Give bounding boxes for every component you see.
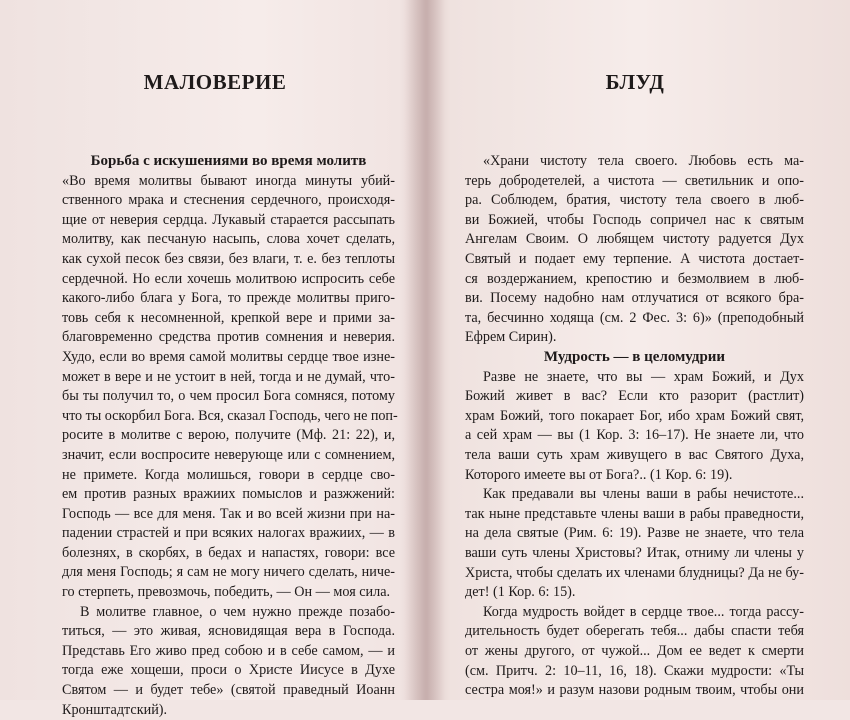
left-page-text <box>62 152 398 720</box>
text-line: сестра моя!» и разум назови родным твоим, чтобы они <box>465 682 804 699</box>
text-line: от жены другого, от чужой... Дом ее ведет к смерти <box>465 642 804 659</box>
text-line: ем против разных вражиих помыслов и разжжений: <box>62 486 395 503</box>
right-section-heading: Мудрость — в целомудрии <box>543 349 726 365</box>
text-line: ся воздержанием, крепостию и безмолвием в люб- <box>465 270 804 287</box>
text-line: тела ваши суть храм живущего в вас Святого Духа, <box>465 446 804 463</box>
text-line: ви Божией, чтобы Господь сопричел нас к святым <box>465 211 804 228</box>
text-line: Божий живет в вас? Если кто разорит (растлит) <box>465 388 804 405</box>
text-line: росите в молитве с верою, получите (Мф. 21: 22), и, <box>62 427 395 444</box>
left-section-heading: Борьба с искушениями во время молитв <box>90 153 367 169</box>
text-line: го стерпеть, превозмочь, победить, — Он — моя сила. <box>62 584 391 601</box>
text-line: не примете. Когда молишься, говори в сердце сво- <box>62 466 395 483</box>
text-line: храм Божий, того покарает Бог, ибо храм Божий свят, <box>465 407 804 424</box>
text-line: а сей храм — вы (1 Кор. 3: 16–17). Не знаете ли, что <box>465 427 804 444</box>
text-line: болезнях, в скорбях, в бедах и напастях, говори: все <box>62 544 395 561</box>
text-line: тогда еже хощеши, проси о Христе Иисусе в Духе <box>62 662 395 679</box>
text-line: Кронштадтский). <box>62 701 168 718</box>
book-gutter <box>405 0 445 700</box>
right-page-title: БЛУД <box>605 70 665 94</box>
text-line: благовременно средства против сомнения и неверия. <box>62 329 395 346</box>
right-page <box>440 0 850 700</box>
text-line: молитву, как песчаную насыпь, слова хочет сделать, <box>62 231 395 248</box>
text-line: та, бесчинно ходяща (см. 2 Фес. 3: 6)» (преподобный <box>465 309 804 326</box>
text-line: дительность будет оберегать тебя... дабы спасти тебя <box>465 623 804 640</box>
text-line: Святом — и будет тебе» (святой праведный Иоанн <box>62 682 395 699</box>
text-line: так ныне представьте члены ваши в рабы праведности, <box>465 505 804 522</box>
text-line: на дела святые (Рим. 6: 19). Разве не знаете, что тела <box>465 525 804 542</box>
text-line: Ангелам Своим. О любящем чистоту радуется Дух <box>465 231 804 248</box>
text-line: сердечной. Но если хочешь молитвою испросить себе <box>62 270 395 287</box>
text-line: Которого имеете вы от Бога?.. (1 Кор. 6: 19). <box>465 466 733 483</box>
text-line: ственного мрака и стеснения сердечного, происходя- <box>62 192 395 209</box>
right-page-text-bottom <box>465 348 804 701</box>
text-line: Когда мудрость войдет в сердце твое... тогда рассу- <box>483 603 804 620</box>
text-line: как сухой песок без связи, без влаги, т. е. без теплоты <box>62 250 395 267</box>
text-line: Ефрем Сирин). <box>465 329 557 346</box>
text-line: терь добродетелей, а чистота — светильник и опо- <box>465 172 804 189</box>
text-line: что ты оскорбил Бога. Вся, сказал Господь, чего не поп- <box>62 407 398 424</box>
text-line: для меня Господь; я сам не могу ничего сделать, ниче- <box>62 564 395 581</box>
left-page-title: МАЛОВЕРИЕ <box>143 70 287 94</box>
text-line: Разве не знаете, что вы — храм Божий, и Дух <box>483 368 804 385</box>
text-line: В молитве главное, о чем нужно прежде позабо- <box>80 603 395 620</box>
text-line: бы ты получил то, о чем просил Бога сомняся, потому <box>62 388 395 405</box>
text-line: ви. Посему надобно нам отлучатися от всякого бра- <box>465 290 804 307</box>
text-line: Христа, чтобы сделать их членами блудницы? Да не бу- <box>465 564 804 581</box>
text-line: ваши суть члены Христовы? Итак, отниму ли члены у <box>465 544 804 561</box>
text-line: титься, — это живая, ясновидящая вера в Господа. <box>62 623 395 640</box>
text-line: «Храни чистоту тела своего. Любовь есть ма- <box>483 153 804 169</box>
text-line: какого-либо блага у Бога, то прежде молитвы приго- <box>62 290 395 307</box>
right-page-text-top <box>465 152 804 348</box>
text-line: «Во время молитвы бывают иногда минуты убий- <box>62 172 395 189</box>
text-line: Представь Его живо пред собою и в себе самом, — и <box>62 642 395 659</box>
text-line: может в вере и не устоит в ней, тогда и не думай, чтo- <box>62 368 395 385</box>
text-line: ра. Соблюдем, братия, чистоту тела своего в люб- <box>465 192 804 209</box>
text-line: Господь — все для меня. Так и во всей жизни при на- <box>62 505 395 522</box>
text-line: падении страстей и при всяких налогах вражиих, — в <box>62 525 395 542</box>
text-line: товь себя к несомненной, крепкой вере и прими за- <box>62 309 395 326</box>
text-line: Худо, если во время самой молитвы сердце твое изне- <box>62 348 395 365</box>
left-page <box>0 0 410 718</box>
text-line: Как предавали вы члены ваши в рабы нечистоте... <box>483 486 804 503</box>
text-line: значит, если воспросите неверующе или с сомнением, <box>62 446 395 463</box>
text-line: (см. Притч. 2: 10–11, 16, 18). Скажи мудрости: «Ты <box>465 662 804 679</box>
text-line: Святый и подает ему терпение. А чистота достает- <box>465 250 804 267</box>
text-line: щие от неверия сердца. Лукавый старается рассыпать <box>62 211 395 228</box>
text-line: дет! (1 Кор. 6: 15). <box>465 584 576 601</box>
